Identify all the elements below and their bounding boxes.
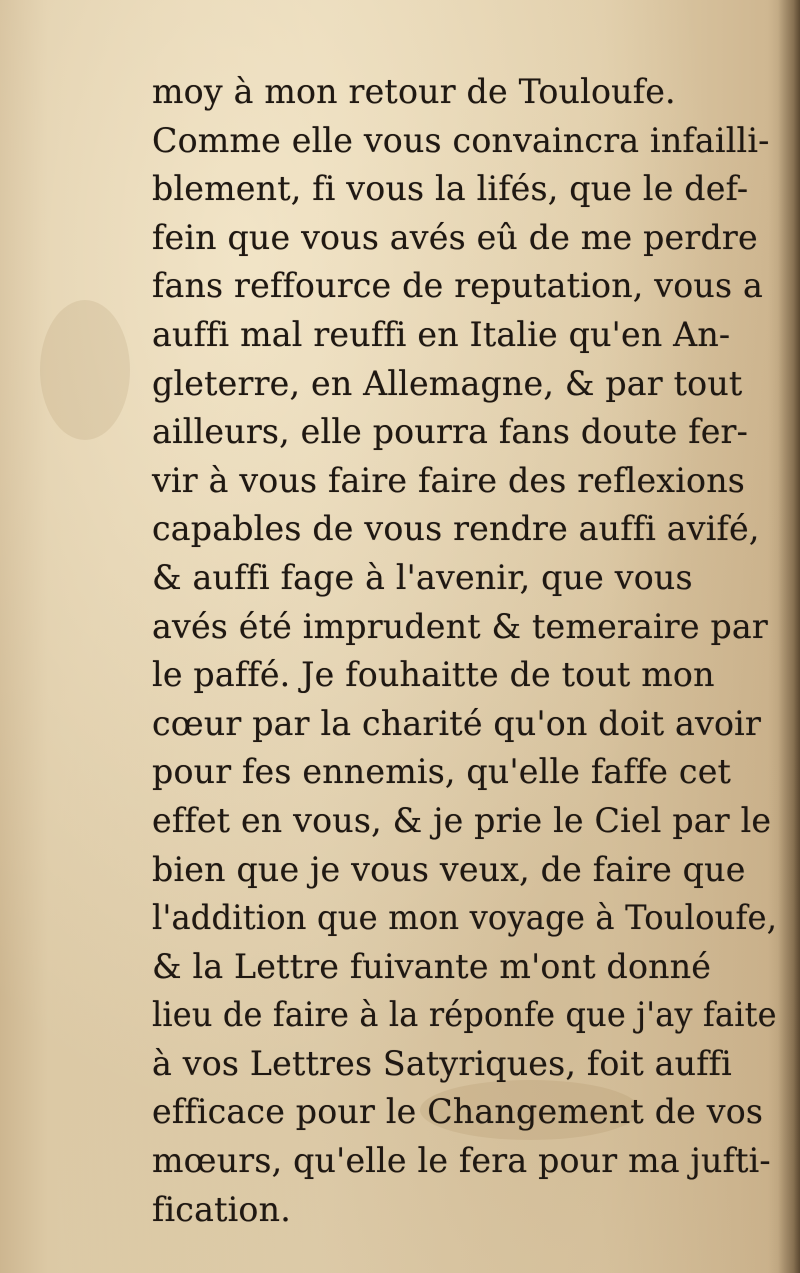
text-line: fein que vous avés eû de me perdre [152,217,758,258]
text-line: gleterre, en Allemagne, & par tout [152,363,743,404]
text-line: avés été imprudent & temeraire par [152,606,768,647]
text-line: blement, fi vous la lifés, que le def- [152,169,749,210]
text-line: à vos Lettres Satyriques, foit auffi [152,1043,732,1084]
text-line: & auffi fage à l'avenir, que vous [152,557,693,598]
text-line: ailleurs, elle pourra fans doute fer- [152,412,749,453]
text-line: l'addition que mon voyage à Touloufe, [152,898,778,939]
text-line: fans reffource de reputation, vous a [152,266,763,307]
paper-stain [40,300,130,440]
page-text [152,68,792,1234]
text-line: fication. [152,1189,291,1230]
text-line: lieu de faire à la réponfe que j'ay faite [152,995,777,1036]
text-line: efficace pour le Changement de vos [152,1092,764,1133]
text-line: Comme elle vous convaincra infailli- [152,120,770,161]
text-line: le paffé. Je fouhaitte de tout mon [152,655,715,696]
text-line: vir à vous faire faire des reflexions [152,460,746,501]
text-line: moy à mon retour de Touloufe. [152,72,676,112]
text-line: pour fes ennemis, qu'elle faffe cet [152,752,732,793]
text-line: capables de vous rendre auffi avifé, [152,509,760,550]
text-line: effet en vous, & je prie le Ciel par le [152,800,772,841]
text-line: cœur par la charité qu'on doit avoir [152,703,762,744]
text-line: auffi mal reuffi en Italie qu'en An- [152,314,731,355]
text-line: mœurs, qu'elle le fera pour ma jufti- [152,1141,771,1182]
text-line: bien que je vous veux, de faire que [152,849,746,890]
text-line: & la Lettre fuivante m'ont donné [152,946,712,987]
